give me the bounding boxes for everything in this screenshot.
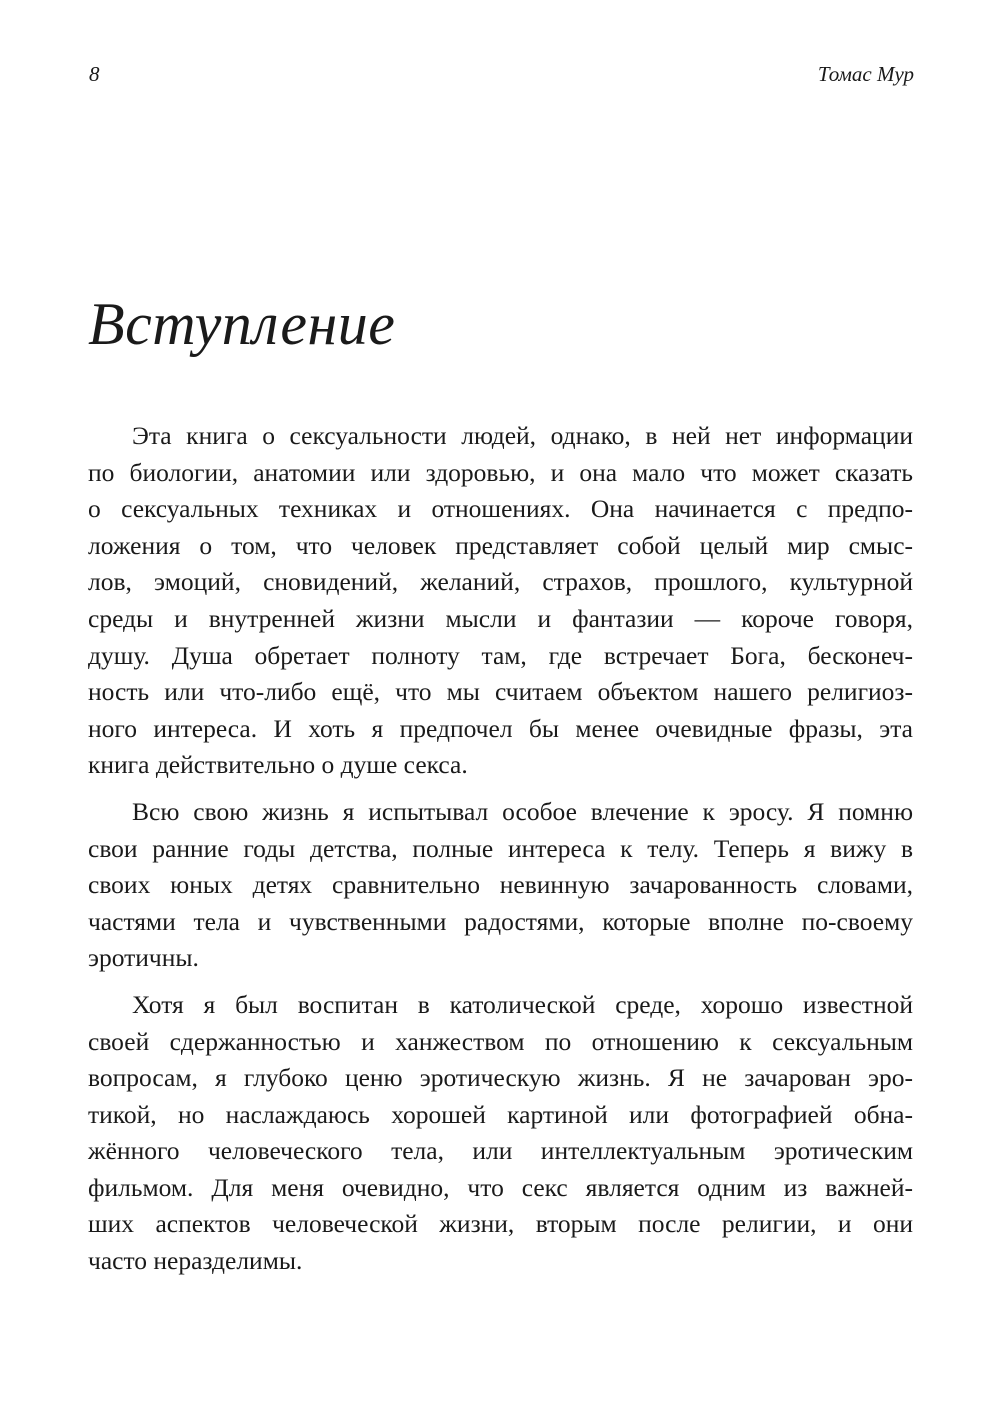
paragraph [88,794,913,977]
text-line: о сексуальных техниках и отношениях. Она начинается с предпо- [88,494,913,524]
running-header-author: Томас Мур [817,62,914,86]
text-line: лов, эмоций, сновидений, желаний, страхов, прошлого, культурной [88,567,913,597]
text-line: жённого человеческого тела, или интеллектуальным эротическим [88,1136,913,1166]
text-line: часто неразделимы. [88,1246,303,1276]
text-line: ного интереса. И хоть я предпочел бы менее очевидные фразы, эта [88,713,913,743]
text-line: книга действительно о душе секса. [88,750,468,780]
text-line: ложения о том, что человек представляет собой целый мир смыс- [88,530,913,560]
text-line: среды и внутренней жизни мысли и фантазии — короче говоря, [88,603,913,633]
text-line: Хотя я был воспитан в католической среде, хорошо известной [132,989,913,1019]
text-line: тикой, но наслаждаюсь хорошей картиной или фотографией обна- [88,1099,913,1129]
text-line: по биологии, анатомии или здоровью, и она мало что может сказать [88,457,913,487]
text-line: вопросам, я глубоко ценю эротическую жизнь. Я не зачарован эро- [88,1063,913,1093]
text-line: Эта книга о сексуальности людей, однако, в ней нет информации [132,421,913,450]
text-line: ших аспектов человеческой жизни, вторым после религии, и они [88,1209,913,1239]
page-number: 8 [89,62,100,86]
text-line: душу. Душа обретает полноту там, где встречает Бога, бесконеч- [88,640,913,670]
paragraph [88,418,913,784]
text-line: своих юных детях сравнительно невинную зачарованность словами, [88,870,913,900]
body-text [88,418,913,1290]
chapter-title: Вступление [88,291,396,357]
text-line: свои ранние годы детства, полные интереса к телу. Теперь я вижу в [88,833,913,863]
paragraph [88,987,913,1280]
text-line: Всю свою жизнь я испытывал особое влечение к эросу. Я помню [132,796,913,826]
text-line: фильмом. Для меня очевидно, что секс является одним из важней- [88,1172,913,1202]
text-line: эротичны. [88,943,199,973]
text-line: частями тела и чувственными радостями, которые вполне по-своему [88,906,913,936]
text-line: своей сдержанностью и ханжеством по отношению к сексуальным [88,1026,913,1056]
text-line: ность или что-либо ещё, что мы считаем объектом нашего религиоз- [88,677,913,707]
